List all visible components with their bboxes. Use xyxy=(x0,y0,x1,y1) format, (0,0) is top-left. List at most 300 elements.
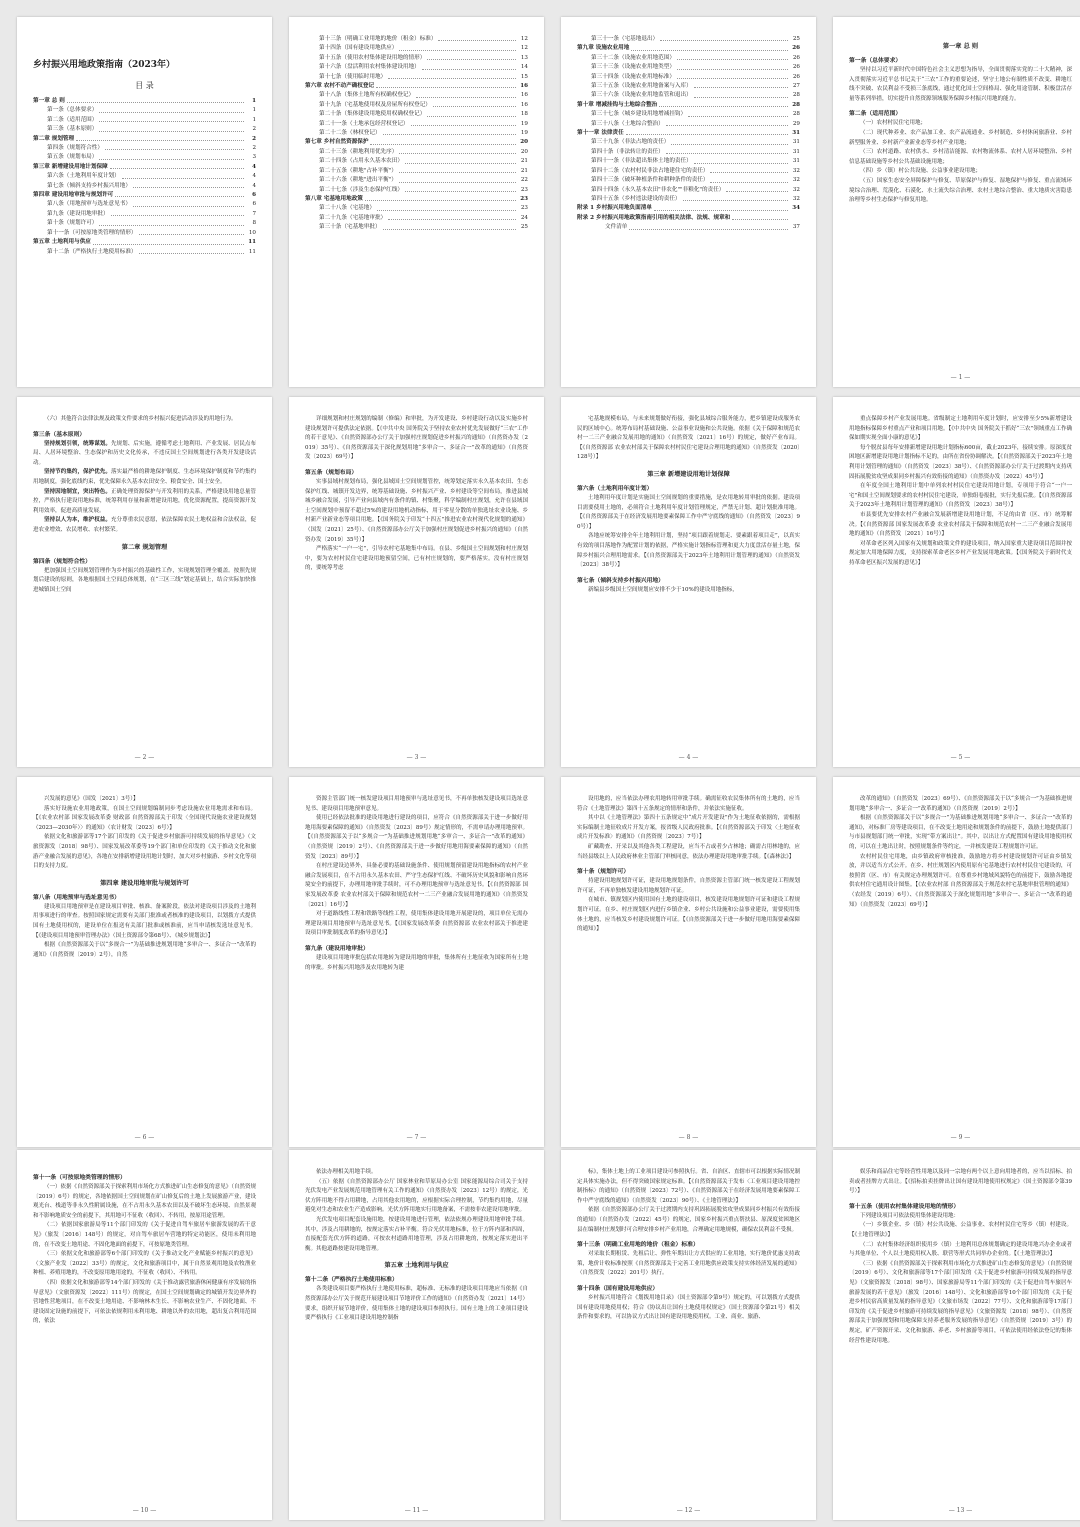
toc-entry-title: 第三十二条（设施农业用地范围） xyxy=(591,54,675,61)
paragraph: 详细规划和村庄规划的编制（修编）和审批，为开发建设、乡村建设行动以及实施乡村建设规划许可提供法定依据。【《中共中央 国务院关于坚持农业农村优先发展做好“三农”工作的若干意见》、《自然资源部办公厅关于加强村庄规划促进乡村振兴的通知》（自然资办发〔2019〕35号）、《自然资源部关于深化规划用地“多审合一、多证合一”改革的通知》（自然资发〔2023〕69号）】 xyxy=(305,416,528,461)
paragraph: 依据文化和旅游部等17个部门印发的《关于促进乡村旅游可持续发展的指导意见》（文旅资源发〔2018〕98号）、国家发展改革委等19个部门和单位印发的《关于推动文化和旅游产业融合发展的意见》，各地在安排新增建设用地计划时，加大对乡村旅游、乡村文化等项目的支持力度。 xyxy=(33,834,256,870)
toc-entry xyxy=(305,110,528,119)
toc-entry-page: 22 xyxy=(520,177,528,184)
toc-page-2 xyxy=(289,17,544,387)
toc-entry-page: 19 xyxy=(520,130,528,137)
toc-leader-dots xyxy=(99,106,244,112)
toc-entry-page: 25 xyxy=(520,224,528,231)
article-heading: 第八条（用地预审与选址意见书） xyxy=(33,894,120,901)
paragraph: 兴发展的意见》（国发〔2021〕3号）】 xyxy=(44,796,139,802)
toc-leader-dots xyxy=(677,63,788,69)
toc-entry-title: 第四条（规划符合性） xyxy=(47,145,103,152)
paragraph: 坚持以习近平新时代中国特色社会主义思想为指导，全面贯彻落实党的二十大精神，深入贯彻落实习近平总书记关于“三农”工作的重要论述，坚守土地公有制性质不改变、耕地红线不突破、农民利益不受损三条底线，通过优化国土空间格局、强化用途管制、积极盘活存量等系列举措，切实提升自然资源领域服务保障乡村振兴用地的能力。 xyxy=(849,67,1072,102)
toc-entry xyxy=(305,214,528,223)
toc-leader-dots xyxy=(683,195,788,201)
toc-entry-page: 10 xyxy=(248,229,256,236)
toc-entry xyxy=(577,44,800,53)
toc-entry-title: 第三条（基本原则） xyxy=(47,126,98,133)
article-heading: 第五条（规划布局） xyxy=(305,469,358,476)
paragraph: 对采取长期租赁、先租后让、弹性年期出让方式供应的工业用地，实行地价优惠支持政策，地价计收标准按照《自然资源部关于完善工业用地供应政策支持实体经济发展的通知》（自然资发〔2022〕201号）执行。 xyxy=(577,1251,800,1277)
toc-entry xyxy=(33,248,256,257)
toc-entry-page: 31 xyxy=(792,130,800,137)
toc-entry xyxy=(577,186,800,195)
toc-entry xyxy=(305,204,528,213)
page-number: — 8 — xyxy=(678,1134,699,1141)
toc-leader-dots xyxy=(122,172,244,178)
toc-entry xyxy=(305,148,528,157)
toc-leader-dots xyxy=(110,163,244,169)
paragraph: 资源主管部门统一核发建设项目用地预审与选址意见书，不再单独核发建设项目选址意见书、建设项目用地预审意见。 xyxy=(305,796,528,812)
toc-entry xyxy=(577,138,800,147)
paragraph: 落实好设施农业用地政策，在国土空间规划编制同步考虑设施农业用地需求和布局。【《农业农村部 国家发展改革委 财政部 自然资源部关于印发〈全国现代设施农业建设规划（2023—2030年）〉的通知》（农计财发〔2023〕6号）】 xyxy=(33,805,256,831)
toc-entry-title: 第八条（用地预审与选址意见书） xyxy=(47,201,131,208)
paragraph: 对于道路线性工程和铁路等线性工程，使用集体建设用地开展建设的，项目单位无需办理建设项目用地预审与选址意见书。【《国家发展改革委 自然资源部 农业农村部关于推进建设项目审批制度改革的指导意见》】 xyxy=(305,911,528,937)
paragraph-lead: 坚持以人为本，维护权益。 xyxy=(44,517,111,524)
toc-leader-dots xyxy=(422,63,516,69)
toc-leader-dots xyxy=(76,135,244,141)
toc-entry-page: 20 xyxy=(520,148,528,155)
toc-entry-title: 第二十四条（占用永久基本农田） xyxy=(319,158,403,165)
toc-entry-page: 31 xyxy=(792,139,800,146)
toc-leader-dots xyxy=(383,129,516,135)
paragraph-text: 先规划、后实施，遵循考虑土地利用、产业发展、居民点布局、人居环境整治、生态保护和历史文化传承，不违反国土空间规划进行各类开发建设活动。 xyxy=(33,440,256,466)
toc-entry-title: 第三十八条（土地综合整治） xyxy=(591,120,664,127)
toc-entry-page: 25 xyxy=(792,36,800,42)
toc-entry-title: 第三章 新增建设用地计划保障 xyxy=(33,163,108,170)
paragraph: 重点保障乡村产业发展用地。省级制定土地利用年度计划时，应安排至少5%新增建设用地指标保障乡村重点产业和项目用地。【《中共中央 国务院关于抓好“三农”领域重点工作确保如期实现全面小康的意见》】 xyxy=(849,416,1072,442)
toc-leader-dots xyxy=(726,186,788,192)
toc-entry xyxy=(577,223,800,232)
paragraph xyxy=(33,440,256,469)
chapter-heading: 第四章 建设用地审批与规划许可 xyxy=(100,879,189,887)
paragraph: 改革的通知》（自然资发〔2023〕69号）、《自然资源部关于以“多规合一”为基础推进规划用地“多审合一、多证合一”改革的通知》（自然资规〔2019〕2号）】 xyxy=(849,796,1072,812)
paragraph: 在城市、镇规划区内使用国有土地的建设项目，核发建设用地规划许可证和建设工程规划许可证。在乡、村庄规划区内进行乡镇企业、乡村公共设施和公益事业建设，需要使用集体土地的，应当核发乡村建设规划许可证。【《自然资源部关于进一步做好用地用海要素保障的通知》】 xyxy=(577,897,800,933)
toc-leader-dots xyxy=(629,223,788,229)
toc-entry-title: 第四十条（非法转让的责任） xyxy=(591,148,664,155)
paragraph: 持建设用地规划许可证，建设用地规划条件，自然资源主管部门统一核发建设工程规划许可证，不再单独核发建设用地规划许可证。 xyxy=(577,878,800,894)
toc-entry-title: 第六条（土地利用年度计划） xyxy=(47,173,120,180)
toc-entry xyxy=(577,73,800,82)
toc-entry-title: 附录 2 乡村振兴用地政策指南引用的相关法律、法规、规章和 xyxy=(577,214,731,221)
toc-entry-page: 19 xyxy=(520,120,528,127)
page-number: — 9 — xyxy=(950,1134,971,1141)
toc-entry xyxy=(33,210,256,219)
page-7 xyxy=(289,777,544,1147)
toc-entry-page: 6 xyxy=(252,201,256,208)
paragraph: 市县要优先安排农村产业融合发展新增建设用地计划，不足的由省（区、市）统筹解决。【《自然资源部 国家发展改革委 农业农村部关于保障和规范农村一二三产业融合发展用地的通知》（自然资发〔2021〕16号）】 xyxy=(849,511,1072,538)
toc-leader-dots xyxy=(139,229,244,235)
paragraph: （二）现代种养业、农产品加工业、农产品流通业、乡村制造、乡村休闲旅游业、乡村新型服务业、乡村新产业新业态等乡村产业用地； xyxy=(849,129,1072,146)
toc-list-2 xyxy=(305,35,528,233)
paragraph: 依法办理相关用地手续。 xyxy=(316,1169,377,1175)
toc-entry xyxy=(577,176,800,185)
toc-entry-title: 文件清单 xyxy=(605,224,628,231)
toc-entry-page: 37 xyxy=(792,224,800,231)
article-heading: 第十四条（国有建设用地供应） xyxy=(577,1285,659,1292)
toc-entry xyxy=(305,101,528,110)
paragraph: 农村村民住宅用地，由乡镇政府审核批准，鼓励地方将乡村建设规划许可证由乡镇发放，并以适当方式公开。在乡、村庄规划区内使用原有宅基地进行农村村民住宅建设的，可按照省（区、市）有关规定办理规划许可。在尊重乡村地域风貌特色的前提下，鼓励各地提供农村住宅通用设计图集。【《农业农村部 自然资源部关于规范农村宅基地审批管理的通知》（农经发〔2019〕6号）、《自然资源部关于深化规划用地“多审合一、多证合一”改革的通知》（自然资发〔2023〕69号）】 xyxy=(849,853,1072,908)
toc-leader-dots xyxy=(427,110,516,116)
toc-leader-dots xyxy=(710,167,788,173)
toc-entry-title: 第四十三条（破坏种植条件和耕种条件的责任） xyxy=(591,177,709,184)
article-heading: 第二条（适用范围） xyxy=(849,111,902,118)
page-8 xyxy=(561,777,816,1147)
toc-leader-dots xyxy=(694,91,788,97)
toc-entry-title: 第十三条（明确工业用地的地价（租金）标准） xyxy=(319,36,437,42)
toc-entry-page: 8 xyxy=(252,220,256,227)
toc-leader-dots xyxy=(377,204,516,210)
paragraph: 设用地的，应当依法办理农用地转用审批手续。确需征收农民集体所有的土地的，应当符合《土地管理法》第四十五条规定的情形和条件，并依法实施征收。 xyxy=(577,796,800,812)
paragraph-lead: 坚持规划引领，统筹谋划。 xyxy=(44,440,111,447)
paragraph: 在年度全国土地利用计划中单列农村村民住宅建设用地计划，专项用于符合“一户一宅”和国土空间规划要求的农村村民住宅建设，单独组卷报批，实行先报后批。【《自然资源部关于2023年土地利用计划管理的通知》（自然资发〔2023〕38号）】 xyxy=(849,483,1072,509)
toc-entry xyxy=(577,82,800,91)
toc-entry-page: 28 xyxy=(792,92,800,99)
toc-entry-page: 26 xyxy=(792,54,800,61)
toc-entry xyxy=(33,219,256,228)
toc-leader-dots xyxy=(399,148,516,154)
paragraph: 把加强国土空间规划管理作为乡村振兴的基础性工作，实现规划管理全覆盖。按照先规划后建设的原则，各地根据国土空间总体规划，在“三区三线”划定基础上，结合实际加快推进城镇国土空间 xyxy=(33,567,256,593)
toc-entry xyxy=(305,138,528,147)
page-3 xyxy=(289,397,544,767)
toc-entry-title: 第八章 宅基地用地政策 xyxy=(305,195,363,202)
paragraph: （一）依据《自然资源部关于探索利用市场化方式推进矿山生态修复的意见》（自然资规〔2019〕6号）的规定，各地依据国土空间规划在矿山修复后的土地上发展旅游产业，建设观光台、栈道等非永久性附属设施，在不占用永久基本农田以及不破坏生态环境、自然景观和不影响地质安全的前提下，其用地可不征收（收回）、不转用，按原用途管理。 xyxy=(33,1184,256,1219)
toc-entry-title: 第二章 规划管理 xyxy=(33,135,75,142)
paragraph xyxy=(33,468,256,487)
toc-leader-dots xyxy=(677,73,788,79)
paragraph: 下列建设项目可依法使用集体建设用地： xyxy=(860,1212,960,1219)
toc-leader-dots xyxy=(411,120,516,126)
page-6 xyxy=(17,777,272,1147)
toc-leader-dots xyxy=(365,195,516,201)
toc-entry xyxy=(33,163,256,172)
toc-entry-title: 第一条（总体要求） xyxy=(47,107,98,114)
paragraph: （二）农村集体经济组织使用乡（镇）土地利用总体规划确定的建设用地兴办企业或者与其他单位、个人以土地使用权入股、联营等形式共同举办企业的。【《土地管理法》】 xyxy=(849,1241,1072,1258)
paragraph: （三）农村道路、农村供水、乡村清洁能源、农村物流体系、农村人居环境整治、乡村信息基础设施等乡村公共基础设施用地； xyxy=(849,149,1072,165)
toc-entry-page: 23 xyxy=(520,186,528,193)
article-heading: 第十条（规划许可） xyxy=(577,869,630,876)
toc-entry-title: 第二十条（集体建设用地使用权确权登记） xyxy=(319,111,426,118)
toc-entry-title: 第四十四条（永久基本农田"非农化""非粮化"的责任） xyxy=(591,186,725,193)
toc-leader-dots xyxy=(438,35,516,41)
toc-entry-title: 第二十六条（耕地"进出平衡"） xyxy=(319,177,397,184)
paragraph: （四）依据文化和旅游部等14个部门印发的《关于推动露营旅游休闲健康有序发展的指导意见》（文旅资源发〔2022〕111号）的规定，在国土空间规划确定的城镇开发边界外的营地性营地项目，在不改变土地用途、不影响林木生长、不影响农业生产、不固化地面、不建设固定设施的前提下，可依法依规利用未利用地、耕地以外的农用地，超出复合利用范围的，依法 xyxy=(33,1279,256,1325)
toc-entry xyxy=(577,54,800,63)
toc-entry-title: 第十章 增减挂钩与土地综合整治 xyxy=(577,101,658,108)
paragraph: 新编县乡级国土空间规划应安排不少于10%的建设用地指标， xyxy=(588,586,738,593)
toc-entry xyxy=(305,186,528,195)
toc-entry-title: 第十条（规划许可） xyxy=(47,220,98,227)
paragraph: 各类建设项目要严格执行土地使用标准，超标准、无标准的建设项目用地应当依据《自然资源部办公厅关于规范开展建设项目节地评价工作的通知》（自然资办发〔2021〕14号）要求，组织开展节地评价，使用集体土地的建设项目参照执行。国有土地上的工业项目建设要严格执行《工业项目建设用地控制指 xyxy=(305,1286,528,1322)
toc-entry xyxy=(33,191,256,200)
toc-entry xyxy=(33,135,256,144)
paragraph: 严格落实“一户一宅”，引导农村宅基地集中布局。在县、乡级国土空间规划和村庄规划中，要为农村村民住宅建设用地预留空间，已有村庄规划的，要严格落实。没有村庄规划的，要统筹考虑 xyxy=(305,546,528,572)
toc-entry xyxy=(305,54,528,63)
toc-entry-page: 13 xyxy=(520,54,528,61)
toc-entry-page: 15 xyxy=(520,73,528,80)
page-number: — 10 — xyxy=(132,1507,157,1514)
toc-entry xyxy=(305,223,528,232)
chapter-heading: 第一章 总 则 xyxy=(942,43,979,50)
toc-entry-title: 第二十一条（土地承包经营权登记） xyxy=(319,120,409,127)
toc-entry-title: 第二十七条（涉及生态保护红线） xyxy=(319,186,403,193)
paragraph-text: 正确处理资源保护与开发利用的关系，严格建设用地总量管控，严格执行建设用地标准，统筹利用存量和新增建设用地，优化资源配置，提高资源开发利用效率，促进高质量发展。 xyxy=(33,488,256,514)
article-heading: 第十一条（可按原地类管理的情形） xyxy=(33,1175,126,1181)
chapter-heading: 第五章 土地利用与供应 xyxy=(384,1262,449,1270)
toc-entry-title: 第九条（建设用地审批） xyxy=(47,210,109,217)
paragraph: 建设项目用地预审是在建设项目审批、核准、备案阶段，依法对建设项目涉及的土地利用事项进行的审查。按照国家规定需要有关部门批准或者核准的建设项目，以划拨方式提供国有土地使用权的，建设单位在报送有关部门批准或核准前，应当申请核发选址意见书。【《建设项目用地预审管理办法》（国土资源部令第68号）、《城乡规划法》】 xyxy=(33,903,256,939)
toc-entry-page: 1 xyxy=(252,98,256,104)
toc-entry xyxy=(577,157,800,166)
toc-leader-dots xyxy=(399,176,516,182)
page-number: — 11 — xyxy=(404,1507,429,1514)
toc-entry-page: 26 xyxy=(792,73,800,80)
page-number: — 3 — xyxy=(406,754,427,761)
toc-entry-title: 第四十一条（非法超出集体土地的责任） xyxy=(591,158,692,165)
toc-entry-page: 31 xyxy=(792,148,800,155)
toc-leader-dots xyxy=(631,44,788,50)
article-heading: 第九条（建设用地审批） xyxy=(305,945,369,952)
page-number: — 5 — xyxy=(950,754,971,761)
toc-entry-title: 第二十二条（林权登记） xyxy=(319,130,381,137)
toc-entry-title: 第七条（倾斜支持乡村振兴用地） xyxy=(47,182,131,189)
paragraph: （一）乡镇企业、乡（镇）村公共设施、公益事业、农村村民住宅等乡（镇）村建设。【《土地管理法》】 xyxy=(849,1222,1072,1238)
chapter-heading: 第二章 规划管理 xyxy=(121,543,168,551)
paragraph: 根据《自然资源部关于以“多规合一”为基础推进规划用地“多审合一、多证合一”改革的通知》（自然资规〔2019〕2号），自然 xyxy=(33,942,256,958)
paragraph: 建设项目用地审批包括农用地转为建设用地的审批，集体所有土地征收为国家所有土地的审批。乡村振兴用地涉及农用地转为建 xyxy=(305,954,528,971)
toc-entry xyxy=(305,129,528,138)
article-heading: 第三条（基本原则） xyxy=(33,431,86,438)
toc-leader-dots xyxy=(93,238,244,244)
toc-entry-page: 14 xyxy=(520,64,528,71)
toc-entry xyxy=(33,172,256,181)
toc-entry xyxy=(305,73,528,82)
toc-leader-dots xyxy=(370,138,516,144)
toc-entry-page: 2 xyxy=(252,135,256,142)
page-number: — 6 — xyxy=(134,1134,155,1141)
page-2 xyxy=(17,397,272,767)
toc-entry-page: 21 xyxy=(520,167,528,174)
toc-leader-dots xyxy=(99,125,244,131)
toc-heading: 目 录 xyxy=(135,81,154,90)
document-title: 乡村振兴用地政策指南（2023年） xyxy=(33,60,176,70)
toc-leader-dots xyxy=(133,182,244,188)
toc-entry xyxy=(305,157,528,166)
toc-entry xyxy=(577,35,800,44)
toc-leader-dots xyxy=(67,97,244,103)
toc-entry xyxy=(577,120,800,129)
page-5 xyxy=(833,397,1080,767)
toc-leader-dots xyxy=(133,200,244,206)
toc-entry-title: 第十五条（使用农村集体建设用地的情形） xyxy=(319,54,426,61)
toc-entry xyxy=(33,144,256,153)
paragraph: （五）国家生态安全屏障保护与修复、草原保护与修复、湿地保护与修复、重点流域环境综合治理、荒漠化、石漠化、水土流失综合治理、农村土地综合整治、重大地质灾害隐患治理等乡村生态保护与修复用地。 xyxy=(849,177,1072,204)
toc-entry-page: 7 xyxy=(252,210,256,217)
paragraph xyxy=(33,516,256,535)
toc-leader-dots xyxy=(383,223,516,229)
toc-leader-dots xyxy=(405,186,516,192)
toc-entry xyxy=(305,35,528,44)
toc-entry-page: 32 xyxy=(792,186,800,193)
toc-entry-page: 26 xyxy=(792,64,800,71)
toc-leader-dots xyxy=(388,73,516,79)
toc-entry-title: 第十八条（集体土地所有权确权登记） xyxy=(319,92,415,99)
toc-entry-page xyxy=(790,214,800,223)
toc-leader-dots xyxy=(405,157,516,163)
page-number: — 7 — xyxy=(406,1134,427,1141)
toc-list-3 xyxy=(577,35,800,233)
toc-page-1 xyxy=(17,17,272,387)
toc-entry-page: 16 xyxy=(520,101,528,108)
toc-entry-title: 第二十九条（宅基地审批） xyxy=(319,214,387,221)
toc-entry-title: 第九章 设施农业用地 xyxy=(577,45,630,52)
toc-entry xyxy=(577,129,800,138)
toc-entry-page: 16 xyxy=(520,83,528,90)
toc-entry-page: 4 xyxy=(252,163,256,170)
toc-leader-dots xyxy=(99,116,244,122)
page-number: — 12 — xyxy=(676,1507,701,1514)
toc-entry-page: 3 xyxy=(252,154,256,161)
toc-entry xyxy=(577,204,800,213)
toc-entry-title: 第五条（规划布局） xyxy=(47,154,98,161)
toc-entry-page: 12 xyxy=(520,45,528,52)
paragraph: 标》，集体土地上的工业项目建设可参照执行。省、自治区、直辖市可以根据实际情况制定具体实施办法，但不得突破国家规定标准。【《自然资源部关于发布〈工业项目建设用地控制指标〉的通知》（自然资规〔2023〕72号）、《自然资源部关于在经济发展用地要素保障工作中严守底线的通知》（自然资发〔2023〕90号）、《土地管理法》】 xyxy=(577,1169,800,1204)
paragraph: 根据《自然资源部关于以“多规合一”为基础推进规划用地“多审合一、多证合一”改革的通知》，对标准厂房等建设项目，在不改变土地用途和规划条件的前提下，鼓励土地提供部门与市县规划部门统一审批，实现“带方案出让”。其中，以出让方式配置国有建设用地使用权的，可以在土地出让时，按照规划条件等约定，一并核发建设工程规划许可证。 xyxy=(849,815,1072,850)
toc-entry xyxy=(33,182,256,191)
paragraph: （四）乡（镇）村公共设施、公益事业建设用地； xyxy=(860,168,982,175)
toc-leader-dots xyxy=(433,101,516,107)
paragraph-text: 落实最严格的耕地保护制度、生态环境保护制度和节约集约用地制度，强化底线约束，优先保障永久基本农田安全、粮食安全、国土安全。 xyxy=(33,469,256,485)
toc-leader-dots xyxy=(99,153,244,159)
paragraph: 各地应统筹安排全年土地利用计划，坚持“项目跟着规划走、要素跟着项目走”，以真实有效的项目落地作为配置计划的依据，严格实施计划指标管理和更大力度盘活存量土地，保障乡村振兴合理用地需求。【《自然资源部关于2023年土地利用计划管理的通知》（自然资发〔2023〕38号）】 xyxy=(577,533,800,569)
toc-leader-dots xyxy=(115,191,244,197)
toc-entry-page: 28 xyxy=(792,111,800,118)
toc-entry-page: 4 xyxy=(252,173,256,180)
paragraph: （三）依据《自然资源部关于探索利用市场化方式推进矿山生态修复的意见》（自然资规〔2019〕6号）、文化和旅游部等17个部门印发的《关于促进乡村旅游可持续发展的指导意见》（文旅资源发〔2018〕98号）、国家旅游局等11个部门印发的《关于促进自驾车旅居车旅游发展的若干意见》（旅发〔2016〕148号）、文化和旅游部等10个部门印发的《关于促进乡村民宿高质量发展的指导意见》（文旅市场发〔2022〕77号）、文化和旅游部等17部门印发的《关于促进乡村旅游可持续发展的指导意见》（文旅资源发〔2018〕98号）、《自然资源部关于加强规划和用地保障支持养老服务发展的指导意见》（自然资规〔2019〕3号）的规定，矿产资源开采、文化和旅游、养老、乡村旅游等项目，可依法使用经依法登记的集体经营性建设用地。 xyxy=(849,1260,1072,1344)
toc-entry-title: 第十九条（宅基地使用权及房屋所有权登记） xyxy=(319,101,431,108)
toc-entry xyxy=(305,167,528,176)
toc-entry xyxy=(577,167,800,176)
toc-page-3 xyxy=(561,17,816,387)
article-heading: 第七条（倾斜支持乡村振兴用地） xyxy=(577,577,664,584)
toc-entry-title: 第二十五条（耕地"占补平衡"） xyxy=(319,167,397,174)
paragraph: 依据《自然资源部办公厅关于过渡期内支持巩固拓展脱贫攻坚成果同乡村振兴有效衔接的通知》（自然资办发〔2022〕45号）的规定，国家乡村振兴重点帮扶县、原深度贫困地区县在编制村庄规划时可合理安排乡村产业用地，合理确定用地规模，确保农民利益不受损。 xyxy=(577,1207,800,1233)
toc-entry-page: 11 xyxy=(248,248,256,255)
toc-entry-page: 16 xyxy=(520,92,528,99)
toc-entry-page: 29 xyxy=(792,120,800,127)
toc-entry-title: 第五章 土地利用与供应 xyxy=(33,239,91,246)
toc-leader-dots xyxy=(660,35,788,41)
toc-entry-page: 28 xyxy=(792,101,800,108)
toc-entry-page: 21 xyxy=(520,158,528,165)
toc-entry-page: 34 xyxy=(792,205,800,212)
toc-entry-title: 第十一条（可按原地类管理的情形） xyxy=(47,229,137,236)
toc-entry-page: 24 xyxy=(520,214,528,221)
toc-entry xyxy=(305,176,528,185)
toc-leader-dots xyxy=(105,144,244,150)
page-13 xyxy=(833,1150,1080,1520)
article-heading: 第十三条（明确工业用地的地价（租金）标准） xyxy=(577,1242,699,1249)
toc-entry xyxy=(33,125,256,134)
toc-entry xyxy=(33,229,256,238)
toc-entry-page: 32 xyxy=(792,167,800,174)
toc-entry-title: 第三十七条（城乡建设用地增减挂钩） xyxy=(591,111,687,118)
toc-entry-title: 第四十二条（农村村民非法占地建住宅的责任） xyxy=(591,167,709,174)
toc-entry-title: 第六章 农村不动产确权登记 xyxy=(305,83,375,90)
paragraph-lead: 坚持因地制宜，突出特色。 xyxy=(44,488,111,495)
paragraph: 使用已经依法批准的建设用地进行建设的项目，应符合《自然资源部关于进一步做好用地用海要素保障的通知》（自然资发〔2023〕89号）规定情形的，不需申请办理用地预审。【《自然资源部关于以“多规合一”为基础推进规划用地“多审合一、多证合一”改革的通知》（自然资规〔2019〕2号）、《自然资源部关于进一步做好用地用海要素保障的通知》（自然资发〔2023〕89号）】 xyxy=(305,815,528,860)
toc-entry xyxy=(577,110,800,119)
paragraph: （一）农村村民住宅用地； xyxy=(860,120,927,127)
toc-leader-dots xyxy=(376,82,516,88)
toc-leader-dots xyxy=(694,157,788,163)
toc-entry xyxy=(305,91,528,100)
toc-entry xyxy=(305,63,528,72)
paragraph: 乡村振兴用地符合《划拨用地目录》（国土资源部令第9号）规定的，可以划拨方式提供国有建设用地使用权；符合《协议出让国有土地使用权规定》（国土资源部令第21号）相关条件和要求的，可以协议方式出让国有建设用地使用权。工业、商业、旅游、 xyxy=(577,1294,800,1321)
article-heading: 第四条（规划符合性） xyxy=(33,558,91,565)
toc-list-1 xyxy=(33,97,256,257)
toc-entry xyxy=(33,97,256,106)
toc-leader-dots xyxy=(666,120,788,126)
toc-entry-title: 第七章 乡村自然资源保护 xyxy=(305,139,369,146)
paragraph-text: 充分尊重农民意愿，依法保障农民土地权益和合法权益，促进农业增效、农民增收、农村繁荣。 xyxy=(33,517,256,533)
toc-entry-page: 32 xyxy=(792,177,800,184)
paragraph-lead: 坚持节约集约，保护优先。 xyxy=(44,469,111,476)
toc-entry xyxy=(305,120,528,129)
paragraph: 在村庄建设边界外，具备必要的基础设施条件、使用规划预留建设用地指标的农村产业融合发展项目，在不占用永久基本农田、严守生态保护红线、不破坏历史风貌和影响自然环境安全的前提下，办理用地审批手续时，可不办理用地预审与选址意见书。【《自然资源部 国家发展改革委 农业农村部关于保障和规范农村一二三产业融合发展用地的通知》（自然资发〔2021〕16号）】 xyxy=(305,863,528,908)
paragraph: 每个脱贫县每年安排新增建设用地计划指标600亩，截止2023年，接续安排。原深度贫困地区新增建设用地计划指标不足的，由所在省份协调解决。【《自然资源部关于2023年土地利用计划管理的通知》（自然资发〔2023〕38号）、《自然资源部办公厅关于过渡期内支持巩固拓展脱贫攻坚成果同乡村振兴有效衔接的通知》（自然资办发〔2022〕45号）】 xyxy=(849,444,1073,480)
toc-entry xyxy=(33,200,256,209)
toc-leader-dots xyxy=(677,54,788,60)
toc-entry-page: 23 xyxy=(520,195,528,202)
toc-leader-dots xyxy=(659,101,788,107)
toc-entry-title: 附录 1 乡村振兴用地负面清单 xyxy=(577,205,652,212)
page-9 xyxy=(833,777,1080,1147)
page-number: — 2 — xyxy=(134,754,155,761)
toc-leader-dots xyxy=(388,214,516,220)
toc-entry-title: 第二十三条（耕地利用优先序） xyxy=(319,148,398,155)
toc-entry-page: 20 xyxy=(520,139,528,146)
paragraph: 土地利用年度计划是实施国土空间规划的重要措施，是农用地转用审批的依据。建设项目需要使用土地的，必须符合土地利用年度计划管理规定，严禁无计划、超计划批准用地。【《自然资源部关于在经济发展用地要素保障工作中严守底线的通知》（自然资发〔2023〕90号）】 xyxy=(577,494,800,530)
paragraph: （三）依据文化和旅游部等6个部门印发的《关于推动文化产业赋能乡村振兴的意见》（文旅产业发〔2022〕33号）的规定，文化和旅游项目中，属于自然景观用地及农牧渔业种植、养殖用地的，不改变原用地用途的，不征收（收回）、不转用。 xyxy=(33,1251,256,1277)
paragraph: 实事县域村规划布局，强化县域国土空间规划管控，统筹划定落实永久基本农田、生态保护红线、城镇开发边界，统筹基础设施、乡村振兴产业、乡村建设等空间布局，推进县域城乡融合发展，引导产业向县域内有条件的镇、村集聚，科学编制村庄规划，允许在县域国土空间规划中预留不超过5%的建设用地机动指标，用于零星分散的单独选址农业设施、乡村新产业新业态等项目用地。【《国务院关于印发“十四五”推进农业农村现代化规划的通知》（国发〔2021〕25号）、《自然资源部办公厅关于加强村庄规划促进乡村振兴的通知》（自然资办发〔2019〕35号）】 xyxy=(305,478,528,543)
toc-entry-page: 1 xyxy=(252,116,256,123)
toc-leader-dots xyxy=(399,44,516,50)
toc-entry xyxy=(305,44,528,53)
article-heading: 第六条（土地利用年度计划） xyxy=(577,485,653,492)
toc-leader-dots xyxy=(654,204,788,210)
toc-entry-title: 第十六条（盘活利用农村集体建设用地） xyxy=(319,64,420,71)
paragraph xyxy=(33,488,256,517)
toc-entry-title: 第三十六条（设施农业用地监管和退出） xyxy=(591,92,692,99)
toc-leader-dots xyxy=(399,167,516,173)
toc-entry-page: 32 xyxy=(792,195,800,202)
toc-leader-dots xyxy=(710,176,788,182)
toc-entry-title: 第四章 建设用地审批与规划许可 xyxy=(33,192,114,199)
toc-leader-dots xyxy=(666,148,788,154)
page-1 xyxy=(833,17,1080,387)
toc-leader-dots xyxy=(139,248,244,254)
paragraph: 娱乐和商品住宅等经营性用地以及同一宗地有两个以上意向用地者的，应当以招标、拍卖或者挂牌方式出让。【《招标拍卖挂牌出让国有建设用地使用权规定》（国土资源部令第39号）】 xyxy=(849,1169,1072,1195)
page-11 xyxy=(289,1150,544,1520)
toc-entry-page: 27 xyxy=(792,83,800,90)
toc-entry-title: 第四十五条（乡村违法建设的责任） xyxy=(591,195,681,202)
toc-entry-page: 1 xyxy=(252,107,256,114)
paragraph: 对革命老区列入国家有关规划和政策文件的建设项目，纳入国家重大建设项目范围并按规定加大用地保障力度，支持探索革命老区乡村产业发展用地政策。【《国务院关于新时代支持革命老区振兴发展的意见》】 xyxy=(849,540,1072,566)
toc-entry-page: 12 xyxy=(520,36,528,42)
toc-leader-dots xyxy=(626,129,788,135)
page-number: — 4 — xyxy=(678,754,699,761)
toc-entry xyxy=(33,153,256,162)
